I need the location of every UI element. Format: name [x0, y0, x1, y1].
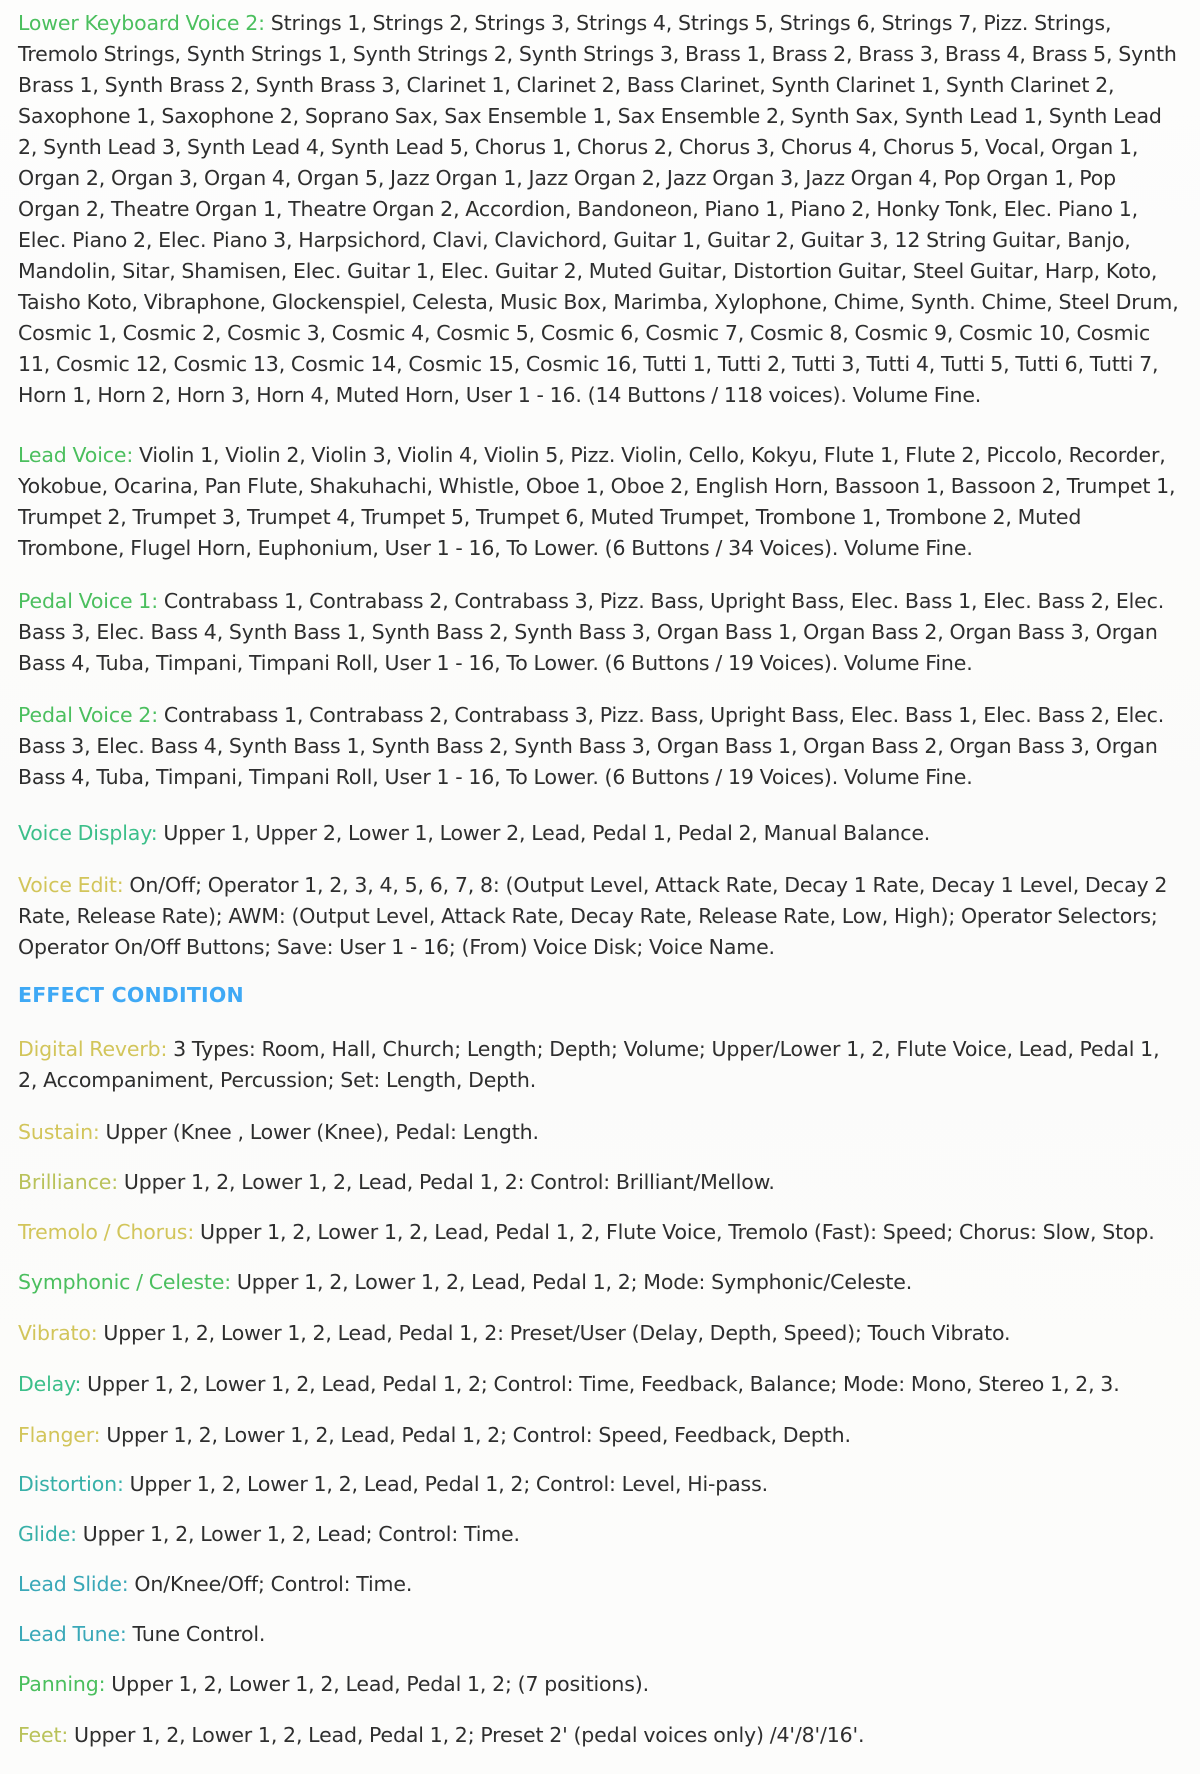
entry-text: Upper 1, 2, Lower 1, 2, Lead, Pedal 1, 2: Control: Brilliant/Mellow.: [117, 1170, 775, 1194]
entry-label: Symphonic / Celeste:: [18, 1270, 232, 1294]
entry-tremolo-chorus: [18, 1217, 1182, 1248]
entry-delay: [18, 1369, 1182, 1400]
entry-text: Upper 1, 2, Lower 1, 2, Lead, Pedal 1, 2; Mode: Symphonic/Celeste.: [231, 1270, 913, 1294]
entry-lead-voice: [18, 440, 1182, 564]
entry-label: Distortion:: [18, 1472, 124, 1496]
entry-text: Upper 1, 2, Lower 1, 2, Lead, Pedal 1, 2, Flute Voice, Tremolo (Fast): Speed; Chorus: Slow, Stop.: [194, 1220, 1155, 1244]
entry-text: Strings 1, Strings 2, Strings 3, Strings 4, Strings 5, Strings 6, Strings 7, Pizz. Strings, Tremolo Strings, Synth Strings 1, Synth Strings 2, Synth Strings 3, Brass 1, Brass 2, Brass 3, Brass 4, Brass 5, Synth Brass 1, Synth Brass 2, Synth Brass 3, Clarinet 1, Clarinet 2, Bass Clarinet, Synth Clarinet 1, Synth Clarinet 2, Saxophone 1, Saxophone 2, Soprano Sax, Sax Ensemble 1, Sax Ensemble 2, Synth Sax, Synth Lead 1, Synth Lead 2, Synth Lead 3, Synth Lead 4, Synth Lead 5, Chorus 1, Chorus 2, Chorus 3, Chorus 4, Chorus 5, Vocal, Organ 1, Organ 2, Organ 3, Organ 4, Organ 5, Jazz Organ 1, Jazz Organ 2, Jazz Organ 3, Jazz Organ 4, Pop Organ 1, Pop Organ 2, Theatre Organ 1, Theatre Organ 2, Accordion, Bandoneon, Piano 1, Piano 2, Honky Tonk, Elec. Piano 1, Elec. Piano 2, Elec. Piano 3, Harpsichord, Clavi, Clavichord, Guitar 1, Guitar 2, Guitar 3, 12 String Guitar, Banjo, Mandolin, Sitar, Shamisen, Elec. Guitar 1, Elec. Guitar 2, Muted Guitar, Distortion Guitar, Steel Guitar, Harp, Koto, Taisho Koto, Vibraphone, Glockenspiel, Celesta, Music Box, Marimba, Xylophone, Chime, Synth. Chime, Steel Drum, Cosmic 1, Cosmic 2, Cosmic 3, Cosmic 4, Cosmic 5, Cosmic 6, Cosmic 7, Cosmic 8, Cosmic 9, Cosmic 10, Cosmic 11, Cosmic 12, Cosmic 13, Cosmic 14, Cosmic 15, Cosmic 16, Tutti 1, Tutti 2, Tutti 3, Tutti 4, Tutti 5, Tutti 6, Tutti 7, Horn 1, Horn 2, Horn 3, Horn 4, Muted Horn, User 1 - 16. (14 Buttons / 118 voices). Volume Fine.: [18, 11, 1179, 407]
entry-label: Panning:: [18, 1672, 106, 1696]
entry-brilliance: [18, 1167, 1182, 1198]
entry-text: Upper 1, 2, Lower 1, 2, Lead, Pedal 1, 2; Control: Time, Feedback, Balance; Mode: Mono, Stereo 1, 2, 3.: [81, 1372, 1120, 1396]
entry-text: Upper 1, 2, Lower 1, 2, Lead, Pedal 1, 2; Preset 2' (pedal voices only) /4'/8'/16'.: [68, 1723, 865, 1747]
entry-voice-edit: [18, 870, 1182, 963]
entry-pedal-voice-1: [18, 586, 1182, 679]
entry-label: Lead Voice:: [18, 443, 134, 467]
entry-text: On/Knee/Off; Control: Time.: [128, 1572, 413, 1596]
entry-vibrato: [18, 1318, 1182, 1349]
entry-lead-slide: [18, 1569, 1182, 1600]
entry-label: Voice Display:: [18, 821, 158, 845]
entry-feet: [18, 1720, 1182, 1751]
entry-lead-tune: [18, 1619, 1182, 1650]
entry-label: Pedal Voice 2:: [18, 703, 158, 727]
entry-label: Delay:: [18, 1372, 82, 1396]
entry-label: Lower Keyboard Voice 2:: [18, 11, 265, 35]
entry-label: Voice Edit:: [18, 873, 124, 897]
entry-label: Feet:: [18, 1723, 69, 1747]
entry-pedal-voice-2: [18, 700, 1182, 793]
entry-text: Tune Control.: [126, 1622, 266, 1646]
entry-label: Tremolo / Chorus:: [18, 1220, 195, 1244]
entry-text: Violin 1, Violin 2, Violin 3, Violin 4, Violin 5, Pizz. Violin, Cello, Kokyu, Flute 1, Flute 2, Piccolo, Recorder, Yokobue, Ocarina, Pan Flute, Shakuhachi, Whistle, Oboe 1, Oboe 2, English Horn, Bassoon 1, Bassoon 2, Trumpet 1, Trumpet 2, Trumpet 3, Trumpet 4, Trumpet 5, Trumpet 6, Muted Trumpet, Trombone 1, Trombone 2, Muted Trombone, Flugel Horn, Euphonium, User 1 - 16, To Lower. (6 Buttons / 34 Voices). Volume Fine.: [18, 443, 1176, 560]
entry-label: Sustain:: [18, 1120, 100, 1144]
entry-text: 3 Types: Room, Hall, Church; Length; Depth; Volume; Upper/Lower 1, 2, Flute Voice, Lead, Pedal 1, 2, Accompaniment, Percussion; Set: Length, Depth.: [18, 1037, 1160, 1092]
entry-label: Flanger:: [18, 1423, 101, 1447]
entry-label: Digital Reverb:: [18, 1037, 168, 1061]
entry-text: Upper 1, 2, Lower 1, 2, Lead, Pedal 1, 2: Preset/User (Delay, Depth, Speed); Touch Vibrato.: [97, 1321, 1011, 1345]
entry-text: Upper 1, 2, Lower 1, 2, Lead, Pedal 1, 2; (7 positions).: [105, 1672, 649, 1696]
entry-text: On/Off; Operator 1, 2, 3, 4, 5, 6, 7, 8: (Output Level, Attack Rate, Decay 1 Rate, Decay 1 Level, Decay 2 Rate, Release Rate); AWM: (Output Level, Attack Rate, Decay Rate, Release Rate, Low, High); Operator Selectors; Operator On/Off Buttons; Save: User 1 - 16; (From) Voice Disk; Voice Name.: [18, 873, 1168, 959]
entry-label: Brilliance:: [18, 1170, 118, 1194]
entry-digital-reverb: [18, 1034, 1182, 1096]
entry-label: Pedal Voice 1:: [18, 589, 158, 613]
entry-text: Upper 1, 2, Lower 1, 2, Lead, Pedal 1, 2; Control: Speed, Feedback, Depth.: [100, 1423, 851, 1447]
entry-flanger: [18, 1420, 1182, 1451]
entry-label: Lead Slide:: [18, 1572, 129, 1596]
entry-distortion: [18, 1469, 1182, 1500]
entry-text: Contrabass 1, Contrabass 2, Contrabass 3, Pizz. Bass, Upright Bass, Elec. Bass 1, Elec. Bass 2, Elec. Bass 3, Elec. Bass 4, Synth Bass 1, Synth Bass 2, Synth Bass 3, Organ Bass 1, Organ Bass 2, Organ Bass 3, Organ Bass 4, Tuba, Timpani, Timpani Roll, User 1 - 16, To Lower. (6 Buttons / 19 Voices). Volume Fine.: [18, 703, 1165, 789]
entry-text: Contrabass 1, Contrabass 2, Contrabass 3, Pizz. Bass, Upright Bass, Elec. Bass 1, Elec. Bass 2, Elec. Bass 3, Elec. Bass 4, Synth Bass 1, Synth Bass 2, Synth Bass 3, Organ Bass 1, Organ Bass 2, Organ Bass 3, Organ Bass 4, Tuba, Timpani, Timpani Roll, User 1 - 16, To Lower. (6 Buttons / 19 Voices). Volume Fine.: [18, 589, 1165, 675]
entry-label: Lead Tune:: [18, 1622, 127, 1646]
entry-panning: [18, 1669, 1182, 1700]
entry-label: Glide:: [18, 1522, 77, 1546]
entry-lower-keyboard-voice-2: [18, 8, 1182, 411]
entry-text: Upper (Knee , Lower (Knee), Pedal: Length.: [99, 1120, 539, 1144]
entry-voice-display: [18, 818, 1182, 849]
entry-label: Vibrato:: [18, 1321, 98, 1345]
entry-text: Upper 1, 2, Lower 1, 2, Lead; Control: Time.: [76, 1522, 520, 1546]
entry-glide: [18, 1519, 1182, 1550]
effect-condition-heading: EFFECT CONDITION: [18, 983, 244, 1007]
entry-symphonic-celeste: [18, 1267, 1182, 1298]
entry-text: Upper 1, 2, Lower 1, 2, Lead, Pedal 1, 2; Control: Level, Hi-pass.: [123, 1472, 768, 1496]
entry-text: Upper 1, Upper 2, Lower 1, Lower 2, Lead, Pedal 1, Pedal 2, Manual Balance.: [157, 821, 931, 845]
entry-sustain: [18, 1117, 1182, 1148]
